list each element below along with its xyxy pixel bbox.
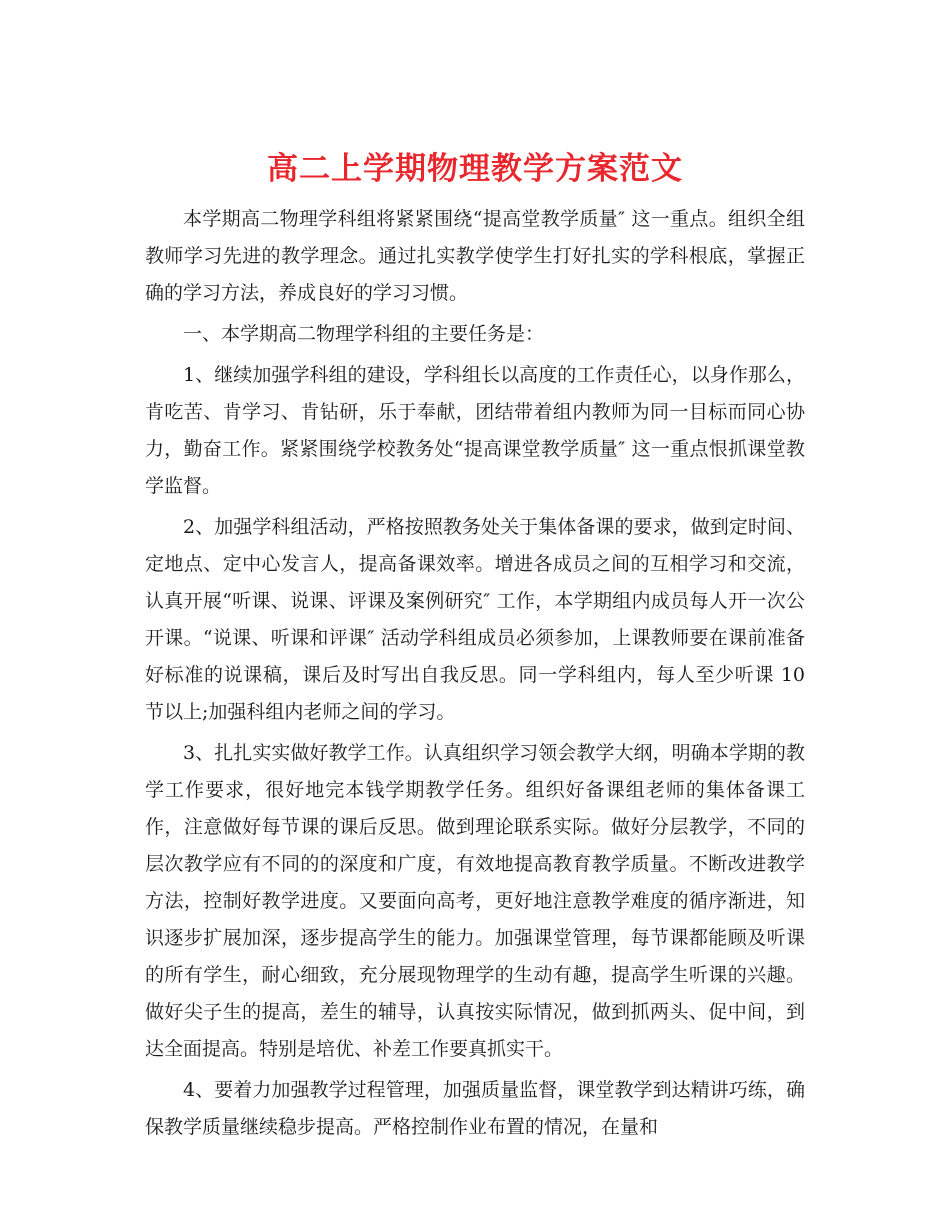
document-body xyxy=(145,201,805,1150)
document-title: 高二上学期物理教学方案范文 xyxy=(267,150,683,187)
paragraph-intro: 本学期高二物理学科组将紧紧围绕“提高堂教学质量″ 这一重点。组织全组教师学习先进的教学理念。通过扎实教学使学生打好扎实的学科根底，掌握正确的学习方法，养成良好的学习习惯。 xyxy=(145,208,805,304)
paragraph-item-4: 4、要着力加强教学过程管理，加强质量监督，课堂教学到达精讲巧练，确保教学质量继续稳步提高。严格控制作业布置的情况，在量和 xyxy=(145,1079,805,1138)
paragraph-item-1: 1、继续加强学科组的建设，学科组长以高度的工作责任心，以身作那么，肯吃苦、肯学习、肯钻研，乐于奉献，团结带着组内教师为同一目标而同心协力，勤奋工作。紧紧围绕学校教务处“提高课堂教学质量″ 这一重点恨抓课堂教学监督。 xyxy=(145,364,805,497)
paragraph-item-3: 3、扎扎实实做好教学工作。认真组织学习领会教学大纲，明确本学期的教学工作要求，很好地完本钱学期教学任务。组织好备课组老师的集体备课工作，注意做好每节课的课后反思。做到理论联系实际。做好分层教学，不同的层次教学应有不同的的深度和广度，有效地提高教育教学质量。不断改进教学方法，控制好教学进度。又要面向高考，更好地注意教学难度的循序渐进，知识逐步扩展加深，逐步提高学生的能力。加强课堂管理，每节课都能顾及听课的所有学生，耐心细致，充分展现物理学的生动有趣，提高学生听课的兴趣。做好尖子生的提高，差生的辅导，认真按实际情况，做到抓两头、促中间，到达全面提高。特别是培优、补差工作要真抓实干。 xyxy=(145,742,805,1060)
paragraph-item-2: 2、加强学科组活动，严格按照教务处关于集体备课的要求，做到定时间、定地点、定中心发言人，提高备课效率。增进各成员之间的互相学习和交流，认真开展“听课、说课、评课及案例研究″ 工作，本学期组内成员每人开一次公开课。“说课、听课和评课″ 活动学科组成员必须参加，上课教师要在课前准备好标准的说课稿，课后及时写出自我反思。同一学科组内，每人至少听课 10 节以上;加强科组内老师之间的学习。 xyxy=(145,516,805,723)
paragraph-section-heading: 一、本学期高二物理学科组的主要任务是： xyxy=(183,323,545,345)
